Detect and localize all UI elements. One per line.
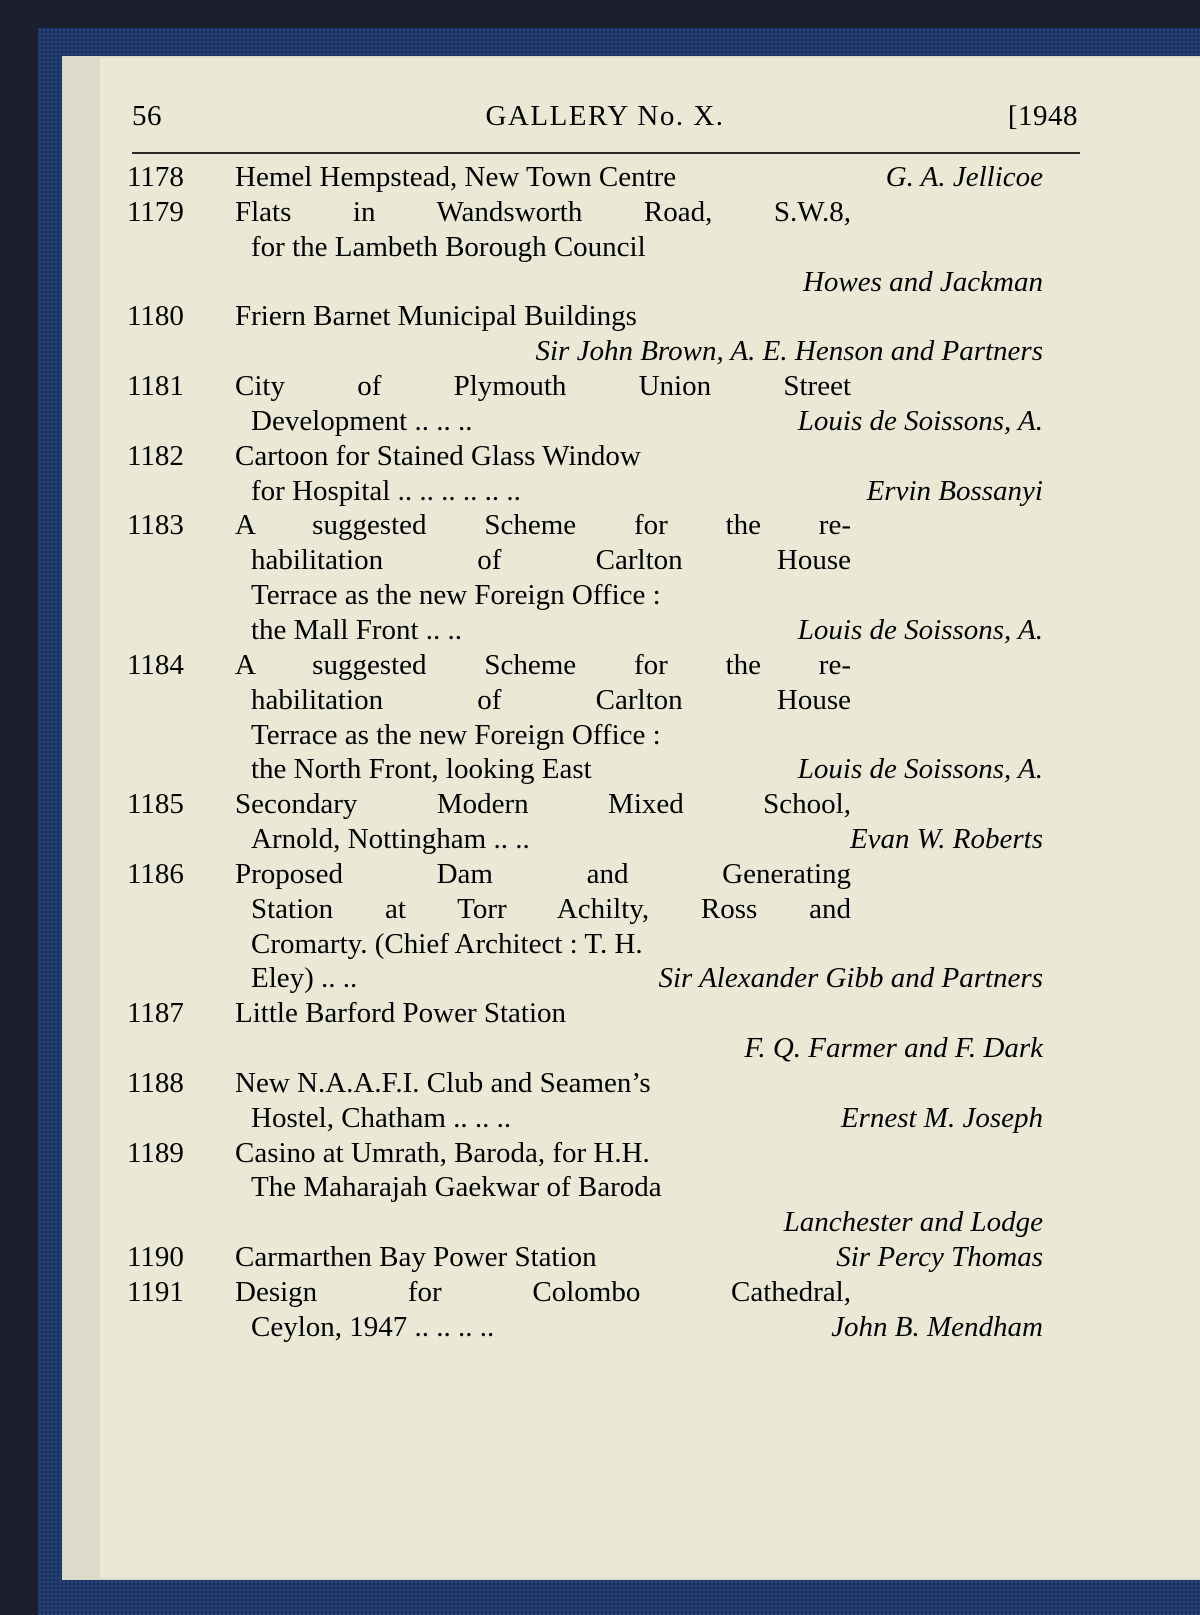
entry-number: 1188 <box>127 1066 184 1099</box>
entry-continuation <box>0 822 1100 857</box>
entry-attribution: Evan W. Roberts <box>849 823 1043 856</box>
catalogue-entry-1186 <box>0 857 1100 892</box>
header-year: [1948 <box>1007 100 1078 132</box>
catalogue-entry-1191 <box>0 1275 1100 1310</box>
catalogue-entry-1190 <box>0 1240 1100 1275</box>
entry-title-line: Development .. .. .. <box>251 404 473 437</box>
catalogue-entry-1182 <box>0 439 1100 474</box>
entry-attribution: Lanchester and Lodge <box>783 1206 1043 1239</box>
catalogue-entry-1187 <box>0 996 1100 1031</box>
entry-title-line: Terrace as the new Foreign Office : <box>251 718 661 751</box>
entry-title-line: Friern Barnet Municipal Buildings <box>235 300 637 333</box>
entry-continuation <box>0 578 1100 613</box>
entry-number: 1186 <box>127 857 184 890</box>
entry-number: 1180 <box>127 300 184 333</box>
entry-number: 1185 <box>127 788 184 821</box>
entry-title-line: New N.A.A.F.I. Club and Seamen’s <box>235 1066 651 1099</box>
entry-continuation <box>0 718 1100 753</box>
entry-continuation <box>0 683 1100 718</box>
entry-attribution: Louis de Soissons, A. <box>797 613 1043 646</box>
page-title: GALLERY No. X. <box>485 100 725 132</box>
entry-attribution: G. A. Jellicoe <box>885 161 1043 193</box>
page-number: 56 <box>132 100 162 132</box>
entry-number: 1183 <box>127 509 184 542</box>
entry-number: 1187 <box>127 997 184 1030</box>
entry-title-line: Secondary Modern Mixed School, <box>235 788 851 821</box>
entry-title-line: Design for Colombo Cathedral, <box>235 1276 851 1308</box>
running-header <box>132 100 1078 140</box>
catalogue-entry-1179 <box>0 195 1100 230</box>
entry-attribution: Louis de Soissons, A. <box>797 404 1043 437</box>
entry-continuation <box>0 1310 1100 1345</box>
entry-title-line: habilitation of Carlton House <box>251 683 851 716</box>
entry-continuation <box>0 404 1100 439</box>
entry-continuation <box>0 752 1100 787</box>
entry-continuation <box>0 892 1100 927</box>
entry-title-line: the North Front, looking East <box>251 753 592 786</box>
entry-continuation <box>0 1031 1100 1066</box>
entry-title-line: Little Barford Power Station <box>235 997 567 1030</box>
entry-number: 1179 <box>127 195 184 228</box>
entry-title-line: Station at Torr Achilty, Ross and <box>251 892 851 925</box>
entry-attribution: Ervin Bossanyi <box>866 474 1043 507</box>
entry-title-line: for the Lambeth Borough Council <box>251 230 646 263</box>
entry-title-line: Casino at Umrath, Baroda, for H.H. <box>235 1136 650 1169</box>
catalogue-entry-1183 <box>0 508 1100 543</box>
entry-number: 1182 <box>127 439 184 472</box>
entry-title-line: A suggested Scheme for the re- <box>235 648 851 681</box>
entry-title-line: Flats in Wandsworth Road, S.W.8, <box>235 195 851 228</box>
entry-attribution: F. Q. Farmer and F. Dark <box>744 1032 1043 1065</box>
entry-number: 1184 <box>127 648 184 681</box>
entry-title-line: City of Plymouth Union Street <box>235 370 851 403</box>
entry-title-line: Cromarty. (Chief Architect : T. H. <box>251 927 643 960</box>
entry-title-line: Arnold, Nottingham .. .. <box>251 823 530 856</box>
entry-continuation <box>0 961 1100 996</box>
entry-continuation <box>0 334 1100 369</box>
entry-title-line: Terrace as the new Foreign Office : <box>251 579 661 612</box>
catalogue-entry-1181 <box>0 369 1100 404</box>
catalogue-entry-1184 <box>0 648 1100 683</box>
entry-title-line: Ceylon, 1947 .. .. .. .. <box>251 1310 495 1343</box>
entry-continuation <box>0 1101 1100 1136</box>
entry-continuation <box>0 613 1100 648</box>
entry-attribution: Sir Percy Thomas <box>836 1241 1043 1274</box>
entry-continuation <box>0 543 1100 578</box>
catalogue-entry-1178 <box>0 160 1100 195</box>
entry-attribution: Sir Alexander Gibb and Partners <box>658 962 1043 995</box>
entry-number: 1189 <box>127 1136 184 1169</box>
entry-attribution: Sir John Brown, A. E. Henson and Partners <box>535 335 1043 368</box>
entry-continuation <box>0 1205 1100 1240</box>
catalogue-entry-1180 <box>0 299 1100 334</box>
entry-title-line: for Hospital .. .. .. .. .. .. <box>251 474 521 507</box>
header-rule <box>132 152 1080 154</box>
entry-title-line: Cartoon for Stained Glass Window <box>235 439 641 472</box>
entry-continuation <box>0 927 1100 962</box>
entry-attribution: Louis de Soissons, A. <box>797 753 1043 786</box>
catalogue-entry-1188 <box>0 1066 1100 1101</box>
entry-number: 1178 <box>127 161 184 193</box>
entry-number: 1191 <box>127 1276 184 1308</box>
catalogue-entries <box>0 160 1100 1345</box>
entry-title-line: Carmarthen Bay Power Station <box>235 1241 597 1274</box>
entry-title-line: Hemel Hempstead, New Town Centre <box>235 161 677 193</box>
entry-attribution: Ernest M. Joseph <box>840 1101 1043 1134</box>
entry-title-line: The Maharajah Gaekwar of Baroda <box>251 1171 662 1204</box>
entry-title-line: Eley) .. .. <box>251 962 358 995</box>
entry-title-line: A suggested Scheme for the re- <box>235 509 851 542</box>
entry-title-line: habilitation of Carlton House <box>251 544 851 577</box>
entry-title-line: Hostel, Chatham .. .. .. <box>251 1101 512 1134</box>
entry-attribution: John B. Mendham <box>831 1310 1043 1343</box>
entry-number: 1190 <box>127 1241 184 1274</box>
entry-continuation <box>0 230 1100 265</box>
catalogue-entry-1189 <box>0 1136 1100 1171</box>
entry-continuation <box>0 474 1100 509</box>
catalogue-entry-1185 <box>0 787 1100 822</box>
entry-number: 1181 <box>127 370 184 403</box>
entry-title-line: the Mall Front .. .. <box>251 613 463 646</box>
entry-title-line: Proposed Dam and Generating <box>235 857 851 890</box>
entry-continuation <box>0 1170 1100 1205</box>
entry-attribution: Howes and Jackman <box>802 265 1043 298</box>
entry-continuation <box>0 265 1100 300</box>
